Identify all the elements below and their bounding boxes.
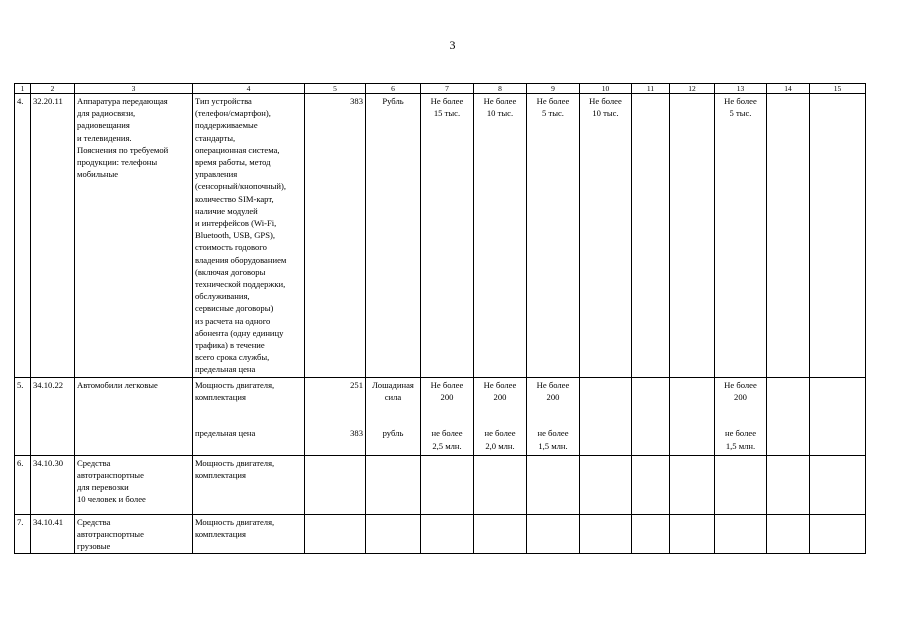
okpd-code: 34.10.41 [31, 514, 75, 554]
row-number: 7. [15, 514, 31, 554]
product-name: Автомобили легковые [75, 377, 193, 455]
unit-name [366, 514, 421, 554]
characteristic: Мощность двигателя, комплектация [193, 455, 305, 514]
characteristic: Мощность двигателя, комплектация предельная цена [193, 377, 305, 455]
value-cell [810, 514, 866, 554]
col-header: 9 [527, 84, 580, 94]
col-header: 10 [580, 84, 632, 94]
value-cell [632, 94, 670, 378]
value-cell: Не более 200 не более 1,5 млн. [715, 377, 767, 455]
value-cell [715, 455, 767, 514]
value-cell [474, 514, 527, 554]
value-cell [670, 94, 715, 378]
value-cell [767, 94, 810, 378]
col-header: 6 [366, 84, 421, 94]
value-cell [767, 514, 810, 554]
value-cell [670, 377, 715, 455]
okpd-code: 32.20.11 [31, 94, 75, 378]
value-cell [527, 455, 580, 514]
product-name: Средства автотранспортные для перевозки 10 человек и более [75, 455, 193, 514]
value-cell: Не более 200 не более 1,5 млн. [527, 377, 580, 455]
okpd-code: 34.10.30 [31, 455, 75, 514]
col-header: 15 [810, 84, 866, 94]
value-cell [715, 514, 767, 554]
col-header: 8 [474, 84, 527, 94]
okei-code [305, 514, 366, 554]
row-number: 6. [15, 455, 31, 514]
col-header: 3 [75, 84, 193, 94]
value-cell: Не более 200 не более 2,5 млн. [421, 377, 474, 455]
value-cell: Не более 15 тыс. [421, 94, 474, 378]
page-number: 3 [449, 38, 456, 52]
okpd-code: 34.10.22 [31, 377, 75, 455]
value-cell [632, 377, 670, 455]
product-name: Аппаратура передающая для радиосвязи, радиовещания и телевидения. Пояснения по требуемой продукции: телефоны мобильные [75, 94, 193, 378]
col-header: 7 [421, 84, 474, 94]
table-row [15, 377, 866, 455]
requirements-table [14, 83, 866, 554]
value-cell [632, 455, 670, 514]
value-cell: Не более 10 тыс. [580, 94, 632, 378]
col-header: 13 [715, 84, 767, 94]
okei-code: 383 [305, 94, 366, 378]
okei-code: 251 383 [305, 377, 366, 455]
value-cell [527, 514, 580, 554]
value-cell: Не более 5 тыс. [715, 94, 767, 378]
value-cell: Не более 10 тыс. [474, 94, 527, 378]
col-header: 1 [15, 84, 31, 94]
col-header: 4 [193, 84, 305, 94]
col-header: 11 [632, 84, 670, 94]
value-cell [580, 455, 632, 514]
unit-name: Лошадиная сила рубль [366, 377, 421, 455]
value-cell [810, 94, 866, 378]
value-cell [810, 455, 866, 514]
value-cell [632, 514, 670, 554]
value-cell: Не более 200 не более 2,0 млн. [474, 377, 527, 455]
row-number: 4. [15, 94, 31, 378]
col-header: 14 [767, 84, 810, 94]
value-cell [580, 514, 632, 554]
value-cell [810, 377, 866, 455]
col-header: 2 [31, 84, 75, 94]
value-cell [580, 377, 632, 455]
characteristic: Мощность двигателя, комплектация [193, 514, 305, 554]
value-cell [767, 377, 810, 455]
value-cell [474, 455, 527, 514]
unit-name [366, 455, 421, 514]
value-cell [421, 514, 474, 554]
okei-code [305, 455, 366, 514]
column-number-row [15, 84, 866, 94]
col-header: 5 [305, 84, 366, 94]
characteristic: Тип устройства (телефон/смартфон), поддерживаемые стандарты, операционная система, время работы, метод управления (сенсорный/кнопочный), количество SIM-карт, наличие модулей и интерфейсов (Wi-Fi, Bluetooth, USB, GPS), стоимость годового владения оборудованием (включая договоры технической поддержки, обслуживания, сервисные договоры) из расчета на одного абонента (одну единицу трафика) в течение всего срока службы, предельная цена [193, 94, 305, 378]
value-cell [670, 514, 715, 554]
row-number: 5. [15, 377, 31, 455]
product-name: Средства автотранспортные грузовые [75, 514, 193, 554]
table-row [15, 514, 866, 554]
value-cell [670, 455, 715, 514]
value-cell [421, 455, 474, 514]
value-cell: Не более 5 тыс. [527, 94, 580, 378]
table-row [15, 455, 866, 514]
unit-name: Рубль [366, 94, 421, 378]
col-header: 12 [670, 84, 715, 94]
table-row [15, 94, 866, 378]
value-cell [767, 455, 810, 514]
